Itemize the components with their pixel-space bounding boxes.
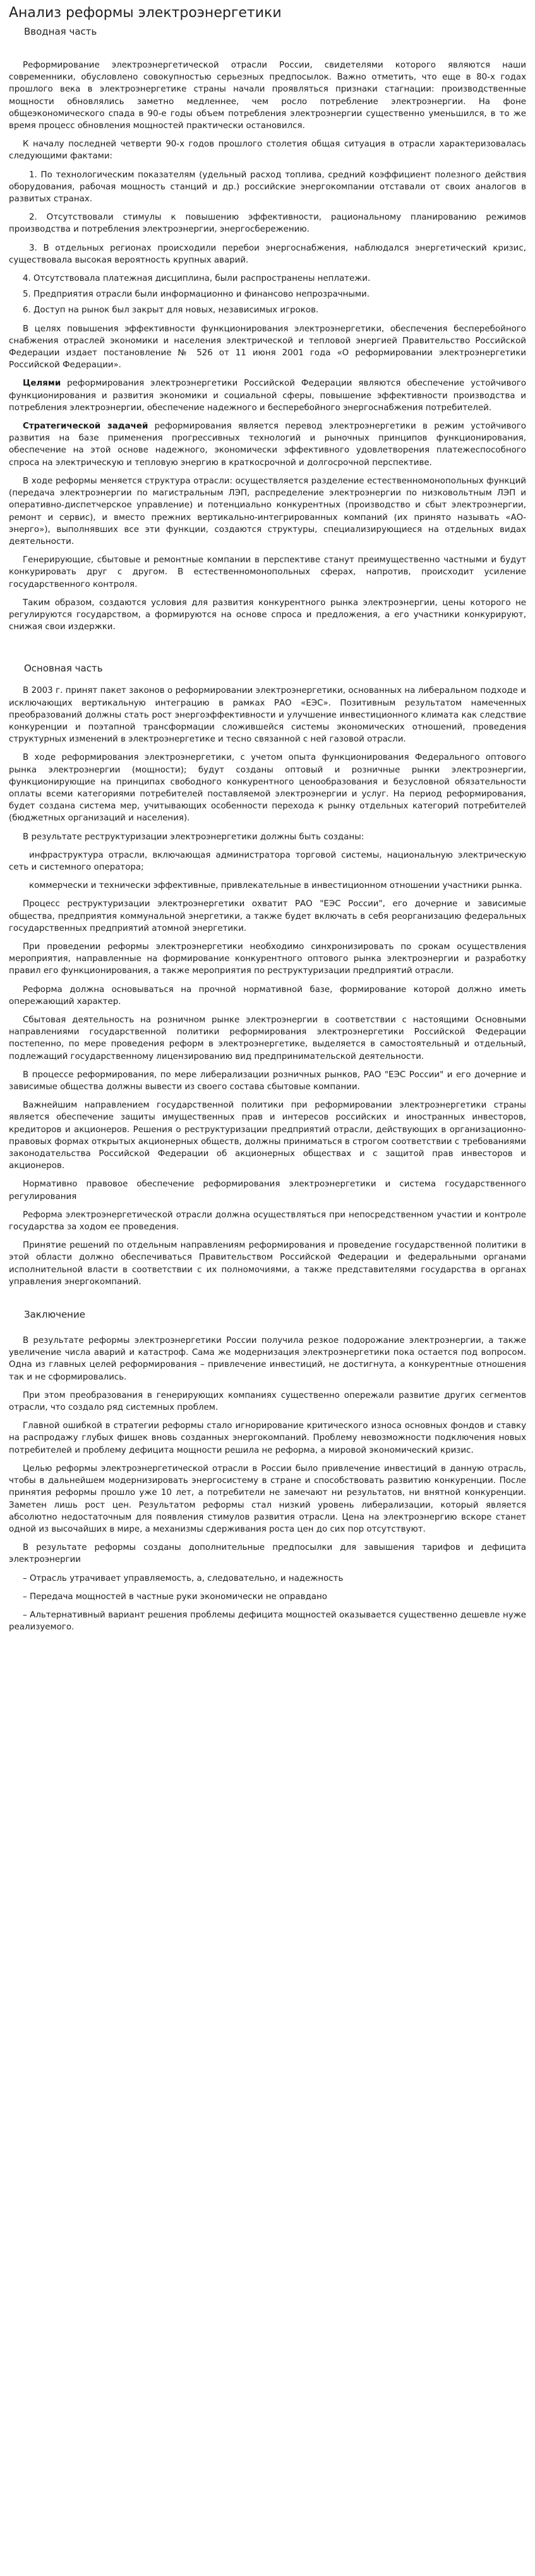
intro-list-item-2: 2. Отсутствовали стимулы к повышению эффективности, рациональному планированию режимов производства и потребления электроэнергии, энергосбережению. (9, 213, 526, 235)
document-title: Анализ реформы электроэнергетики (9, 5, 282, 21)
intro-list-item-3: 3. В отдельных регионах происходили перебои энергоснабжения, наблюдался энергетический кризис, существовала высокая вероятность крупных аварий. (9, 243, 526, 265)
main-paragraph-12: Принятие решений по отдельным направлениям реформирования и проведение государственной политики в этой области должно обеспечиваться Правительством Российской Федерации и федеральными органами исполнительной власти в соответствии с их полномочиями, а также представителями государства в органах управления энергокомпаний. (9, 1241, 526, 1287)
main-paragraph-3: В результате реструктуризации электроэнергетики должны быть созданы: (23, 832, 364, 842)
intro-paragraph-8: Таким образом, создаются условия для развития конкурентного рынка электроэнергии, цены которого не регулируются государством, а формируются на основе спроса и предложения, а его участники конкурируют, снижая свои издержки. (9, 598, 526, 632)
main-heading: Основная часть (24, 663, 103, 675)
conclusion-paragraph-8: – Альтернативный вариант решения проблемы дефицита мощностей оказывается существенно дешевле нуже реализуемого. (9, 1610, 526, 1633)
main-paragraph-7: Сбытовая деятельность на розничном рынке электроэнергии в соответствии с настоящими Основными направлениями государственной политики реформирования электроэнергетики Российской Федерации постепенно, по мере проведения реформ в электроэнергетике, выделяется в самостоятельный и отдельный, подлежащий государственному лицензированию вид предпринимательской деятельности. (9, 1015, 526, 1061)
intro-list-item-5: 5. Предприятия отрасли были информационно и финансово непрозрачными. (23, 290, 370, 300)
strategy-text: реформирования является перевод электроэнергетики в режим устойчивого развития на базе применения прогрессивных технологий и рыночных принципов функционирования, обеспечение на этой основе надежного, экономически эффективного удовлетворения платежеспособного спроса на электрическую и тепловую энергию в краткосрочной и долгосрочной перспективе. (9, 422, 526, 468)
section-main (9, 662, 526, 1288)
conclusion-paragraph-5: В результате реформы созданы дополнительные предпосылки для завышения тарифов и дефицита электроэнергии (9, 1543, 526, 1565)
main-paragraph-2: В ходе реформирования электроэнергетики, с учетом опыта функционирования Федерального оптового рынка электроэнергии (мощности); будут созданы оптовый и розничные рынки электроэнергии, функционирующие на принципах свободного конкурентного ценообразования и безусловной обязательности оплаты всеми категориями потребителей поставляемой электроэнергии и услуг. На период реформирования, будет создана система мер, учитывающих особенности перехода к рынку отдельных категорий потребителей (бюджетных организаций и населения). (9, 753, 526, 824)
intro-list-item-6: 6. Доступ на рынок был закрыт для новых, независимых игроков. (23, 305, 319, 316)
main-paragraph-11: Реформа электроэнергетической отрасли должна осуществляться при непосредственном участии и контроле государства за ходом ее проведения. (9, 1210, 526, 1232)
main-paragraph-4: Процесс реструктуризации электроэнергетики охватит РАО "ЕЭС России", его дочерние и зависимые общества, предприятия коммунальной энергетики, а также будет включать в себя реорганизацию федеральных государственных предприятий атомной энергетики. (9, 899, 526, 933)
main-paragraph-8: В процессе реформирования, по мере либерализации розничных рынков, РАО "ЕЭС России" и его дочерние и зависимые общества должны вывести из своего состава сбытовые компании. (9, 1070, 526, 1092)
conclusion-paragraph-3: Главной ошибкой в стратегии реформы стало игнорирование критического износа основных фондов и ставку на распродажу глубых фишек вновь созданных энергокомпаний. Проблему невозможности подключения новых потребителей и проблему дефицита мощности решила не реформа, а мировой экономический кризис. (9, 1421, 526, 1455)
goals-lead-word: Целями (23, 379, 61, 389)
intro-list-item-1: 1. По технологическим показателям (удельный расход топлива, средний коэффициент полезного действия оборудования, рабочая мощность станций и др.) российские энергокомпании отставали от своих аналогов в развитых странах. (9, 170, 526, 204)
conclusion-paragraph-4: Целью реформы электроэнергетической отрасли в России было привлечение инвестиций в данную отрасль, чтобы в дальнейшем модернизировать энергосистему в стране и способствовать развитию конкуренции. После принятия реформы прошло уже 10 лет, а потребители не замечают ни результатов, ни внятной конкуренции. Заметен лишь рост цен. Результатом реформы стал низкий уровень либерализации, который является абсолютно недостаточным для появления стимулов развития отрасли. Цена на электроэнергию вскоре станет одной из высочайших в мире, а механизмы сдерживания роста цен до сих пор отсутствуют. (9, 1463, 526, 1534)
intro-paragraph-3: В целях повышения эффективности функционирования электроэнергетики, обеспечения бесперебойного снабжения отраслей экономики и населения электрической и тепловой энергией Правительство Российской Федерации издает постановление № 526 от 11 июня 2001 года «О реформировании электроэнергетики Российской Федерации». (9, 324, 526, 370)
intro-heading: Вводная часть (24, 26, 97, 37)
main-paragraph-3b: коммерчески и технически эффективные, привлекательные в инвестиционном отношении участники рынка. (29, 881, 522, 891)
section-conclusion (9, 1308, 526, 1633)
strategy-lead-word: Стратегической задачей (23, 422, 148, 432)
intro-paragraph-strategy (9, 420, 526, 469)
conclusion-paragraph-1: В результате реформы электроэнергетики России получила резкое подорожание электроэнергии, а также увеличение числа аварий и катастроф. Сама же модернизация электроэнергетики пока остается под вопросом. Одна из главных целей реформирования – привлечение инвестиций, не достигнута, а конкурентные отношения так и не сформировались. (9, 1336, 526, 1382)
main-paragraph-9: Важнейшим направлением государственной политики при реформировании электроэнергетики страны является обеспечение защиты имущественных прав и интересов российских и иностранных инвесторов, кредиторов и акционеров. Решения о реструктуризации предприятий отрасли, действующих в организационно-правовых формах открытых акционерных обществ, должны приниматься в строгом соответствии с требованиями законодательства Российской Федерации об акционерных обществах и с защитой прав инвесторов и акционеров. (9, 1101, 526, 1171)
main-paragraph-10: Нормативно правовое обеспечение реформирования электроэнергетики и система государственного регулирования (9, 1179, 526, 1202)
goals-text: реформирования электроэнергетики Российской Федерации являются обеспечение устойчивого функционирования и развития экономики и социальной сферы, повышение эффективности производства и потребления электроэнергии, обеспечение надежного и бесперебойного энергоснабжения потребителей. (9, 379, 526, 413)
conclusion-paragraph-7: – Передача мощностей в частные руки экономически не оправдано (23, 1592, 327, 1602)
intro-paragraph-goals (9, 377, 526, 414)
intro-paragraph-2: К началу последней четверти 90-х годов прошлого столетия общая ситуация в отрасли характеризовалась следующими фактами: (9, 139, 526, 162)
section-intro (9, 25, 526, 633)
conclusion-heading: Заключение (24, 1309, 85, 1321)
main-paragraph-3a: инфраструктура отрасли, включающая администратора торговой системы, национальную электрическую сеть и системного оператора; (9, 850, 526, 872)
main-paragraph-5: При проведении реформы электроэнергетики необходимо синхронизировать по срокам осуществления мероприятия, направленные на формирование конкурентного оптового рынка электроэнергии и разработку правил его функционирования, а также мероприятия по реструктуризации предприятий отрасли. (9, 942, 526, 976)
intro-paragraph-7: Генерирующие, сбытовые и ремонтные компании в перспективе станут преимущественно частными и будут конкурировать друг с другом. В естественномонопольных сферах, напротив, происходит усиление государственного контроля. (9, 555, 526, 589)
main-paragraph-6: Реформа должна основываться на прочной нормативной базе, формирование которой должно иметь опережающий характер. (9, 984, 526, 1007)
main-paragraph-1: В 2003 г. принят пакет законов о реформировании электроэнергетики, основанных на либеральном подходе и исключающих вертикальную интеграцию в рамках РАО «ЕЭС». Позитивным результатом намеченных преобразований должны стать рост энергоэффективности и улучшение инвестиционного климата как следствие конкуренции и поэтапной трансформации сложившейся системы экономических отношений, проведения структурных изменений в электроэнергетике и тесно связанной с ней газовой отрасли. (9, 686, 526, 745)
intro-paragraph-6: В ходе реформы меняется структура отрасли: осуществляется разделение естественномонопольных функций (передача электроэнергии по магистральным ЛЭП, распределение электроэнергии по низковольтным ЛЭП и оперативно-диспетчерское управление) и потенциально конкурентных (производство и сбыт электроэнергии, ремонт и сервис), и вместо прежних вертикально-интегрированных компаний (их принято называть «АО-энерго»), выполнявших все эти функции, создаются структуры, специализирующиеся на отдельных видах деятельности. (9, 476, 526, 547)
intro-paragraph-1: Реформирование электроэнергетической отрасли России, свидетелями которого являются наши современники, обусловлено совокупностью серьезных предпосылок. Важно отметить, что еще в 80-х годах прошлого века в электроэнергетике страны начали проявляться признаки стагнации: производственные мощности обновлялись заметно медленнее, чем росло потребление электроэнергии. На фоне общеэкономического спада в 90-е годы объем потребления электроэнергии существенно уменьшился, в то же время процесс обновления мощностей практически остановился. (9, 61, 526, 131)
conclusion-paragraph-2: При этом преобразования в генерирующих компаниях существенно опережали развитие других сегментов отрасли, что создало ряд системных проблем. (9, 1390, 526, 1413)
intro-list-item-4: 4. Отсутствовала платежная дисциплина, были распространены неплатежи. (23, 274, 371, 284)
conclusion-paragraph-6: – Отрасль утрачивает управляемость, а, следовательно, и надежность (23, 1573, 344, 1583)
